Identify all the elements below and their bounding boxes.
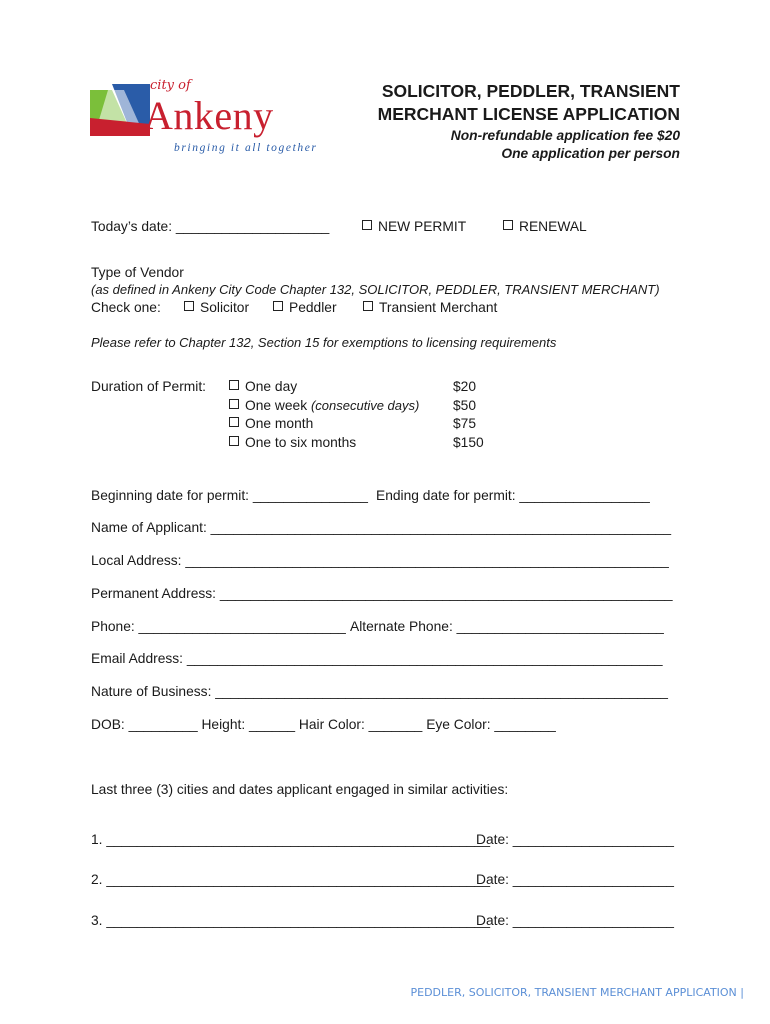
begin-date-field[interactable]: Beginning date for permit: _______________ [91, 488, 368, 503]
duration-fee: $20 [453, 379, 477, 394]
duration-checkbox[interactable] [229, 436, 239, 446]
renewal-label: RENEWAL [519, 219, 587, 234]
permanent-address-field[interactable]: Permanent Address: ___________________________________________________________ [91, 586, 673, 601]
duration-checkbox[interactable] [229, 380, 239, 390]
duration-option-label: One week [245, 398, 308, 413]
duration-fee: $150 [453, 435, 484, 450]
applicant-name-field[interactable]: Name of Applicant: ____________________________________________________________ [91, 520, 672, 535]
vendor-option-peddler[interactable] [273, 300, 337, 315]
duration-checkbox[interactable] [229, 399, 239, 409]
business-nature-field[interactable]: Nature of Business: ___________________________________________________________ [91, 684, 668, 699]
duration-option-week[interactable] [229, 398, 419, 413]
physical-description-fields[interactable]: DOB: _________ Height: ______ Hair Color: _______ Eye Color: ________ [91, 717, 556, 732]
title-line-2: MERCHANT LICENSE APPLICATION [377, 104, 680, 124]
duration-fee: $75 [453, 416, 477, 431]
duration-option-qualifier: (consecutive days) [310, 398, 420, 413]
solicitor-checkbox[interactable] [184, 301, 194, 311]
check-one-label: Check one: [91, 300, 161, 315]
per-person-note: One application per person [501, 146, 680, 161]
duration-option-month[interactable] [229, 416, 313, 431]
duration-checkbox[interactable] [229, 417, 239, 427]
logo-city-name: Ankeny [144, 93, 274, 138]
vendor-option-transient-merchant[interactable] [363, 300, 497, 315]
peddler-label: Peddler [289, 300, 337, 315]
renewal-option[interactable] [503, 219, 587, 234]
city-date-2[interactable]: Date: _____________________ [476, 872, 674, 887]
form-title [378, 80, 680, 126]
city-line-2[interactable]: 2. __________________________________________________ [91, 872, 490, 887]
renewal-checkbox[interactable] [503, 220, 513, 230]
vendor-definition: (as defined in Ankeny City Code Chapter 132, SOLICITOR, PEDDLER, TRANSIENT MERCHANT) [91, 282, 660, 297]
duration-option-label: One month [245, 416, 314, 431]
duration-option-day[interactable] [229, 379, 297, 394]
duration-label: Duration of Permit: [91, 379, 207, 394]
city-line-1[interactable]: 1. __________________________________________________ [91, 832, 490, 847]
email-field[interactable]: Email Address: ______________________________________________________________ [91, 651, 663, 666]
logo-city-of: city of [150, 78, 191, 93]
city-line-3[interactable]: 3. __________________________________________________ [91, 913, 490, 928]
new-permit-option[interactable] [362, 219, 466, 234]
new-permit-label: NEW PERMIT [378, 219, 467, 234]
transient-merchant-label: Transient Merchant [379, 300, 498, 315]
vendor-heading: Type of Vendor [91, 265, 184, 280]
title-line-1: SOLICITOR, PEDDLER, TRANSIENT [381, 81, 680, 101]
phone-field[interactable]: Phone: ___________________________ [91, 619, 346, 634]
new-permit-checkbox[interactable] [362, 220, 372, 230]
city-date-1[interactable]: Date: _____________________ [476, 832, 674, 847]
logo-mark-icon [90, 84, 152, 136]
duration-fee: $50 [453, 398, 477, 413]
page-footer: PEDDLER, SOLICITOR, TRANSIENT MERCHANT APPLICATION | [410, 986, 744, 999]
logo-tagline: bringing it all together [174, 142, 318, 154]
transient-merchant-checkbox[interactable] [363, 301, 373, 311]
city-date-3[interactable]: Date: _____________________ [476, 913, 674, 928]
duration-option-six-months[interactable] [229, 435, 356, 450]
todays-date-field[interactable]: Today’s date: ____________________ [91, 219, 330, 234]
exemption-note: Please refer to Chapter 132, Section 15 for exemptions to licensing requirements [91, 335, 557, 350]
alternate-phone-field[interactable]: Alternate Phone: ___________________________ [350, 619, 664, 634]
fee-note: Non-refundable application fee $20 [450, 128, 680, 143]
end-date-field[interactable]: Ending date for permit: _________________ [376, 488, 650, 503]
city-logo [88, 78, 328, 160]
solicitor-label: Solicitor [200, 300, 250, 315]
fee-notes [451, 127, 680, 163]
duration-option-label: One day [245, 379, 298, 394]
duration-option-label: One to six months [245, 435, 357, 450]
local-address-field[interactable]: Local Address: _______________________________________________________________ [91, 553, 669, 568]
peddler-checkbox[interactable] [273, 301, 283, 311]
cities-heading: Last three (3) cities and dates applicant engaged in similar activities: [91, 782, 509, 797]
vendor-option-solicitor[interactable] [184, 300, 249, 315]
